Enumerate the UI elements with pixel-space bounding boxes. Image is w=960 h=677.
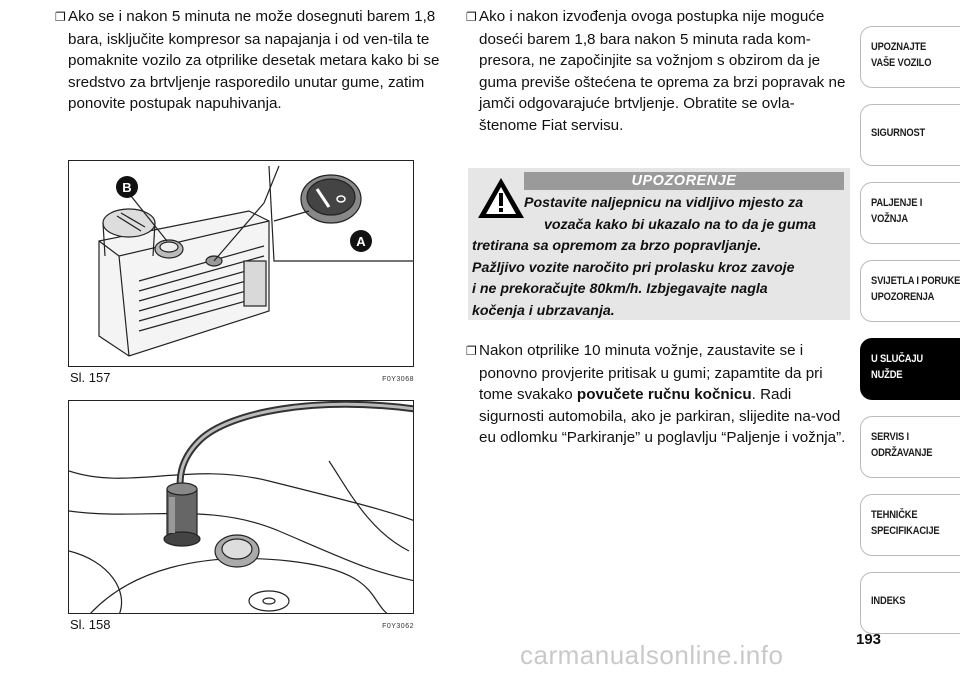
- figure-number: Sl. 158: [70, 617, 111, 632]
- bullet-paragraph: ❐ Ako se i nakon 5 minuta ne može dosegnuti barem 1,8 bara, isključite kompresor sa napajanja i od ven-tila te pomaknite vozilo za otprilike desetak metara kako bi se sredstvo za brtvljenje rasporedilo unutar gume, zatim ponovite postupak napuhivanja.: [55, 8, 440, 112]
- figure-label-a: A: [356, 234, 366, 249]
- tab-servis-i-odrzavanje[interactable]: SERVIS I ODRŽAVANJE: [860, 416, 960, 478]
- tab-svijetla-i-poruke[interactable]: SVIJETLA I PORUKE UPOZORENJA: [860, 260, 960, 322]
- right-column: [466, 6, 848, 136]
- left-column: [55, 6, 440, 115]
- tab-upoznajte-vase-vozilo[interactable]: UPOZNAJTE VAŠE VOZILO: [860, 26, 960, 88]
- tab-tehnicke-specifikacije[interactable]: TEHNIČKE SPECIFIKACIJE: [860, 494, 960, 556]
- emphasis-handbrake: povučete ručnu kočnicu: [576, 386, 752, 403]
- watermark: carmanualsonline.info: [520, 640, 784, 670]
- figure-compressor: [68, 160, 414, 367]
- warning-box: [468, 168, 850, 320]
- tab-u-slucaju-nuzde[interactable]: U SLUČAJU NUŽDE: [860, 338, 960, 400]
- figure-label-b: B: [122, 180, 132, 195]
- bullet-square-icon: ❐: [55, 10, 66, 24]
- figure-number: Sl. 157: [70, 370, 111, 385]
- tab-sigurnost[interactable]: SIGURNOST: [860, 104, 960, 166]
- bullet-square-icon: ❐: [466, 10, 477, 24]
- figure-code: F0Y3068: [382, 376, 414, 383]
- socket-illustration: [69, 401, 414, 614]
- tab-paljenje-i-voznja[interactable]: PALJENJE I VOŽNJA: [860, 182, 960, 244]
- figure-code: F0Y3062: [382, 623, 414, 630]
- figure-socket: [68, 400, 414, 614]
- bullet-paragraph: ❐ Nakon otprilike 10 minuta vožnje, zaustavite se i ponovno provjerite pritisak u gumi; zapamtite da pri tome svakako povučete ručnu kočnicu. Radi sigurnosti automobila, ako je parkiran, slijedite na-vod eu odlomku “Parkiranje” u poglavlju “Paljenje i vožnja”.: [466, 342, 846, 446]
- bullet-square-icon: ❐: [466, 344, 477, 358]
- right-column-lower: [466, 340, 848, 449]
- warning-text: Postavite naljepnicu na vidljivo mjesto za vozača kako bi ukazalo na to da je guma tretirana sa opremom za brzo popravljanje. Pažljivo vozite naročito pri prolasku kroz zavoje i ne prekoračujte 80km/h. Izbjegavajte nagla kočenja i ubrzavanja.: [472, 195, 817, 319]
- warning-title: UPOZORENJE: [524, 172, 844, 190]
- tab-indeks[interactable]: INDEKS: [860, 572, 960, 634]
- bullet-paragraph: ❐ Ako i nakon izvođenja ovoga postupka nije moguće doseći barem 1,8 bara nakon 5 minuta rada kom-presora, ne započinjite sa vožnjom s obzirom da je guma previše oštećena te oprema za brzi popravak ne jamči odgovarajuće brtvljenje. Obratite se ovla-štenome Fiat servisu.: [466, 8, 846, 134]
- page-number: 193: [856, 631, 882, 648]
- compressor-illustration: [69, 161, 414, 367]
